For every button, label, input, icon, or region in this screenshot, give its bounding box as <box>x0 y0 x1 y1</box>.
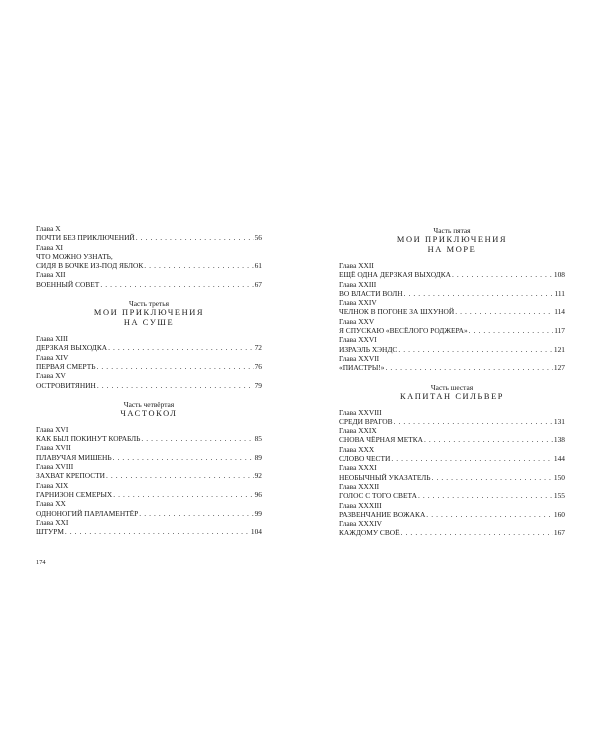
toc-entry[interactable] <box>339 454 565 463</box>
dot-leader <box>469 326 554 335</box>
chapter-title: СНОВА ЧЁРНАЯ МЕТКА <box>339 435 423 445</box>
chapter-label: Глава XVIII <box>36 462 74 472</box>
toc-chapter[interactable] <box>36 518 262 537</box>
page-number: 174 <box>36 559 46 566</box>
part-number: Часть четвёртая <box>123 399 175 409</box>
part-heading <box>36 299 262 328</box>
dot-leader <box>100 280 253 289</box>
chapter-label: Глава XII <box>36 270 66 280</box>
toc-chapter[interactable] <box>339 482 565 501</box>
toc-entry[interactable] <box>339 326 565 335</box>
chapter-label: Глава XXIV <box>339 298 377 308</box>
toc-entry[interactable] <box>36 280 262 289</box>
chapter-title: ПОЧТИ БЕЗ ПРИКЛЮЧЕНИЙ <box>36 233 135 243</box>
chapter-label: Глава XXII <box>339 261 374 270</box>
toc-entry[interactable] <box>36 527 262 536</box>
part-title: КАПИТАН СИЛЬВЕР <box>399 391 505 401</box>
toc-entry[interactable] <box>339 473 565 482</box>
chapter-label: Глава XXI <box>36 517 69 527</box>
chapter-label: Глава XV <box>36 371 66 381</box>
chapter-label: Глава XIX <box>36 480 69 490</box>
page-ref: 111 <box>554 288 565 298</box>
part-heading <box>36 400 262 419</box>
part-title: МОИ ПРИКЛЮЧЕНИЯ <box>93 308 205 318</box>
page-ref: 89 <box>254 452 262 462</box>
toc-entry[interactable] <box>36 471 262 480</box>
toc-entry[interactable] <box>36 509 262 518</box>
page-ref: 144 <box>553 454 565 464</box>
toc-chapter[interactable] <box>339 501 565 520</box>
page-ref: 67 <box>254 279 262 289</box>
page-ref: 96 <box>254 489 262 499</box>
chapter-title: ЧТО МОЖНО УЗНАТЬ, <box>36 251 113 261</box>
dot-leader <box>97 381 254 390</box>
toc-entry[interactable] <box>339 491 565 500</box>
toc-entry[interactable] <box>339 289 565 298</box>
dot-leader <box>398 345 553 354</box>
toc-entry[interactable] <box>339 307 565 316</box>
page-ref: 155 <box>553 491 565 501</box>
toc-entry[interactable] <box>36 453 262 462</box>
toc-chapter[interactable] <box>36 481 262 500</box>
page-ref: 104 <box>250 527 262 537</box>
dot-leader <box>108 343 253 352</box>
part-heading <box>339 383 565 402</box>
chapter-title: «ПИАСТРЫ!» <box>339 363 385 373</box>
toc-entry[interactable] <box>36 343 262 352</box>
chapter-title: НЕОБЫЧНЫЙ УКАЗАТЕЛЬ <box>339 472 431 482</box>
toc-entry[interactable] <box>339 417 565 426</box>
chapter-label: Глава XX <box>36 499 66 509</box>
part-number: Часть шестая <box>430 382 474 392</box>
chapter-label: Глава XXVI <box>339 335 377 345</box>
part-title: МОИ ПРИКЛЮЧЕНИЯ <box>396 235 508 244</box>
toc-chapter[interactable] <box>36 499 262 518</box>
toc-chapter[interactable] <box>36 443 262 462</box>
toc-chapter[interactable] <box>339 463 565 482</box>
toc-entry[interactable] <box>339 270 565 279</box>
part-title: НА СУШЕ <box>123 318 175 328</box>
page-ref: 131 <box>553 416 565 426</box>
page-ref: 72 <box>254 343 262 353</box>
chapter-title: ГАРНИЗОН СЕМЕРЫХ <box>36 489 113 499</box>
dot-leader <box>424 435 553 444</box>
dot-leader <box>97 362 254 371</box>
chapter-title: ДЕРЗКАЯ ВЫХОДКА <box>36 343 108 353</box>
chapter-label: Глава XVI <box>36 424 69 434</box>
chapter-label: Глава XIV <box>36 352 69 362</box>
chapter-title: СЛОВО ЧЕСТИ <box>339 454 391 464</box>
toc-entry[interactable] <box>36 381 262 390</box>
chapter-label: Глава XXXII <box>339 481 380 491</box>
chapter-label: Глава XXX <box>339 444 375 454</box>
chapter-label: Глава XXV <box>339 316 375 326</box>
chapter-title: Я СПУСКАЮ «ВЕСЁЛОГО РОДЖЕРА» <box>339 326 468 336</box>
page-ref: 167 <box>553 528 565 538</box>
part-title: ЧАСТОКОЛ <box>120 408 178 418</box>
toc-chapter[interactable] <box>339 280 565 299</box>
page-ref: 56 <box>254 233 262 243</box>
dot-leader <box>452 270 553 279</box>
dot-leader <box>136 233 254 242</box>
chapter-title: СИДЯ В БОЧКЕ ИЗ-ПОД ЯБЛОК <box>36 261 144 271</box>
chapter-label: Глава XXIII <box>339 279 377 289</box>
chapter-label: Глава XIII <box>36 334 68 344</box>
chapter-label: Глава XI <box>36 242 64 252</box>
chapter-title: ВОЕННЫЙ СОВЕТ <box>36 279 100 289</box>
page-ref: 61 <box>254 261 262 271</box>
dot-leader <box>455 307 553 316</box>
dot-leader <box>418 491 553 500</box>
dot-leader <box>391 454 553 463</box>
dot-leader <box>404 289 554 298</box>
chapter-label: Глава XXVII <box>339 353 380 363</box>
toc-chapter[interactable] <box>36 371 262 390</box>
toc-chapter[interactable] <box>339 408 565 427</box>
page-ref: 99 <box>254 508 262 518</box>
chapter-title: ЕЩЁ ОДНА ДЕРЗКАЯ ВЫХОДКА <box>339 270 451 280</box>
chapter-title: ОДНОНОГИЙ ПАРЛАМЕНТЁР <box>36 508 139 518</box>
chapter-title: ПЕРВАЯ СМЕРТЬ <box>36 361 96 371</box>
dot-leader <box>401 528 553 537</box>
dot-leader <box>65 527 250 536</box>
page-ref: 150 <box>553 472 565 482</box>
chapter-title: КАЖДОМУ СВОЁ <box>339 528 400 538</box>
toc-chapter[interactable] <box>339 519 565 538</box>
chapter-label: Глава XVII <box>36 443 71 453</box>
dot-leader <box>113 490 253 499</box>
chapter-title: ЗАХВАТ КРЕПОСТИ <box>36 471 105 481</box>
chapter-title: ИЗРАЭЛЬ ХЭНДС <box>339 344 398 354</box>
dot-leader <box>113 453 254 462</box>
toc-chapter[interactable] <box>36 425 262 444</box>
toc-chapter[interactable] <box>36 270 262 289</box>
chapter-title: ПЛАВУЧАЯ МИШЕНЬ <box>36 452 112 462</box>
toc-chapter[interactable] <box>36 224 262 243</box>
toc-chapter[interactable] <box>36 462 262 481</box>
part-heading <box>339 226 565 255</box>
toc-entry[interactable] <box>36 490 262 499</box>
chapter-title: ЧЕЛНОК В ПОГОНЕ ЗА ШХУНОЙ <box>339 307 455 317</box>
chapter-title: ВО ВЛАСТИ ВОЛН <box>339 288 403 298</box>
page-ref: 79 <box>254 380 262 390</box>
dot-leader <box>106 471 254 480</box>
page-ref: 160 <box>553 509 565 519</box>
toc-entry[interactable] <box>339 345 565 354</box>
part-title: НА МОРЕ <box>427 245 477 254</box>
dot-leader <box>432 473 553 482</box>
dot-leader <box>141 434 253 443</box>
chapter-title: РАЗВЕНЧАНИЕ ВОЖАКА <box>339 509 426 519</box>
toc-chapter[interactable] <box>36 334 262 353</box>
chapter-title: ОСТРОВИТЯНИН <box>36 380 96 390</box>
dot-leader <box>394 417 553 426</box>
toc-right-page <box>339 226 565 538</box>
page-ref: 127 <box>553 363 565 373</box>
part-number: Часть пятая <box>433 226 471 235</box>
toc-chapter[interactable] <box>339 317 565 336</box>
chapter-label: Глава XXXIII <box>339 500 382 510</box>
toc-left-page <box>36 224 262 536</box>
toc-chapter[interactable] <box>339 445 565 464</box>
dot-leader <box>139 509 253 518</box>
toc-entry[interactable] <box>339 363 565 372</box>
toc-chapter[interactable] <box>36 353 262 372</box>
page-ref: 114 <box>554 307 565 317</box>
toc-entry-line <box>36 252 262 261</box>
dot-leader <box>144 261 253 270</box>
toc-chapter[interactable] <box>339 335 565 354</box>
page-ref: 85 <box>254 434 262 444</box>
toc-chapter[interactable] <box>36 243 262 271</box>
toc-entry[interactable] <box>36 362 262 371</box>
chapter-title: КАК БЫЛ ПОКИНУТ КОРАБЛЬ <box>36 434 141 444</box>
chapter-label: Глава XXVIII <box>339 407 382 417</box>
dot-leader <box>426 510 553 519</box>
toc-entry[interactable] <box>339 435 565 444</box>
page-ref: 121 <box>553 344 565 354</box>
chapter-label: Глава XXXIV <box>339 519 383 529</box>
chapter-title: ШТУРМ <box>36 527 64 537</box>
page-ref: 138 <box>553 435 565 445</box>
toc-chapter[interactable] <box>339 354 565 373</box>
toc-entry[interactable] <box>339 528 565 537</box>
toc-entry[interactable] <box>36 434 262 443</box>
page-ref: 117 <box>554 326 565 336</box>
toc-entry[interactable] <box>36 233 262 242</box>
chapter-label: Глава XXIX <box>339 426 377 436</box>
page-ref: 108 <box>553 270 565 280</box>
part-number: Часть третья <box>128 299 170 309</box>
page-ref: 76 <box>254 361 262 371</box>
chapter-title: ГОЛОС С ТОГО СВЕТА <box>339 491 417 501</box>
chapter-label: Глава XXXI <box>339 463 377 473</box>
toc-chapter[interactable] <box>339 298 565 317</box>
toc-chapter[interactable] <box>339 261 565 280</box>
toc-entry[interactable] <box>36 261 262 270</box>
page-ref: 92 <box>254 471 262 481</box>
chapter-label: Глава X <box>36 224 61 233</box>
dot-leader <box>386 363 553 372</box>
chapter-title: СРЕДИ ВРАГОВ <box>339 416 393 426</box>
toc-entry[interactable] <box>339 510 565 519</box>
toc-chapter[interactable] <box>339 426 565 445</box>
